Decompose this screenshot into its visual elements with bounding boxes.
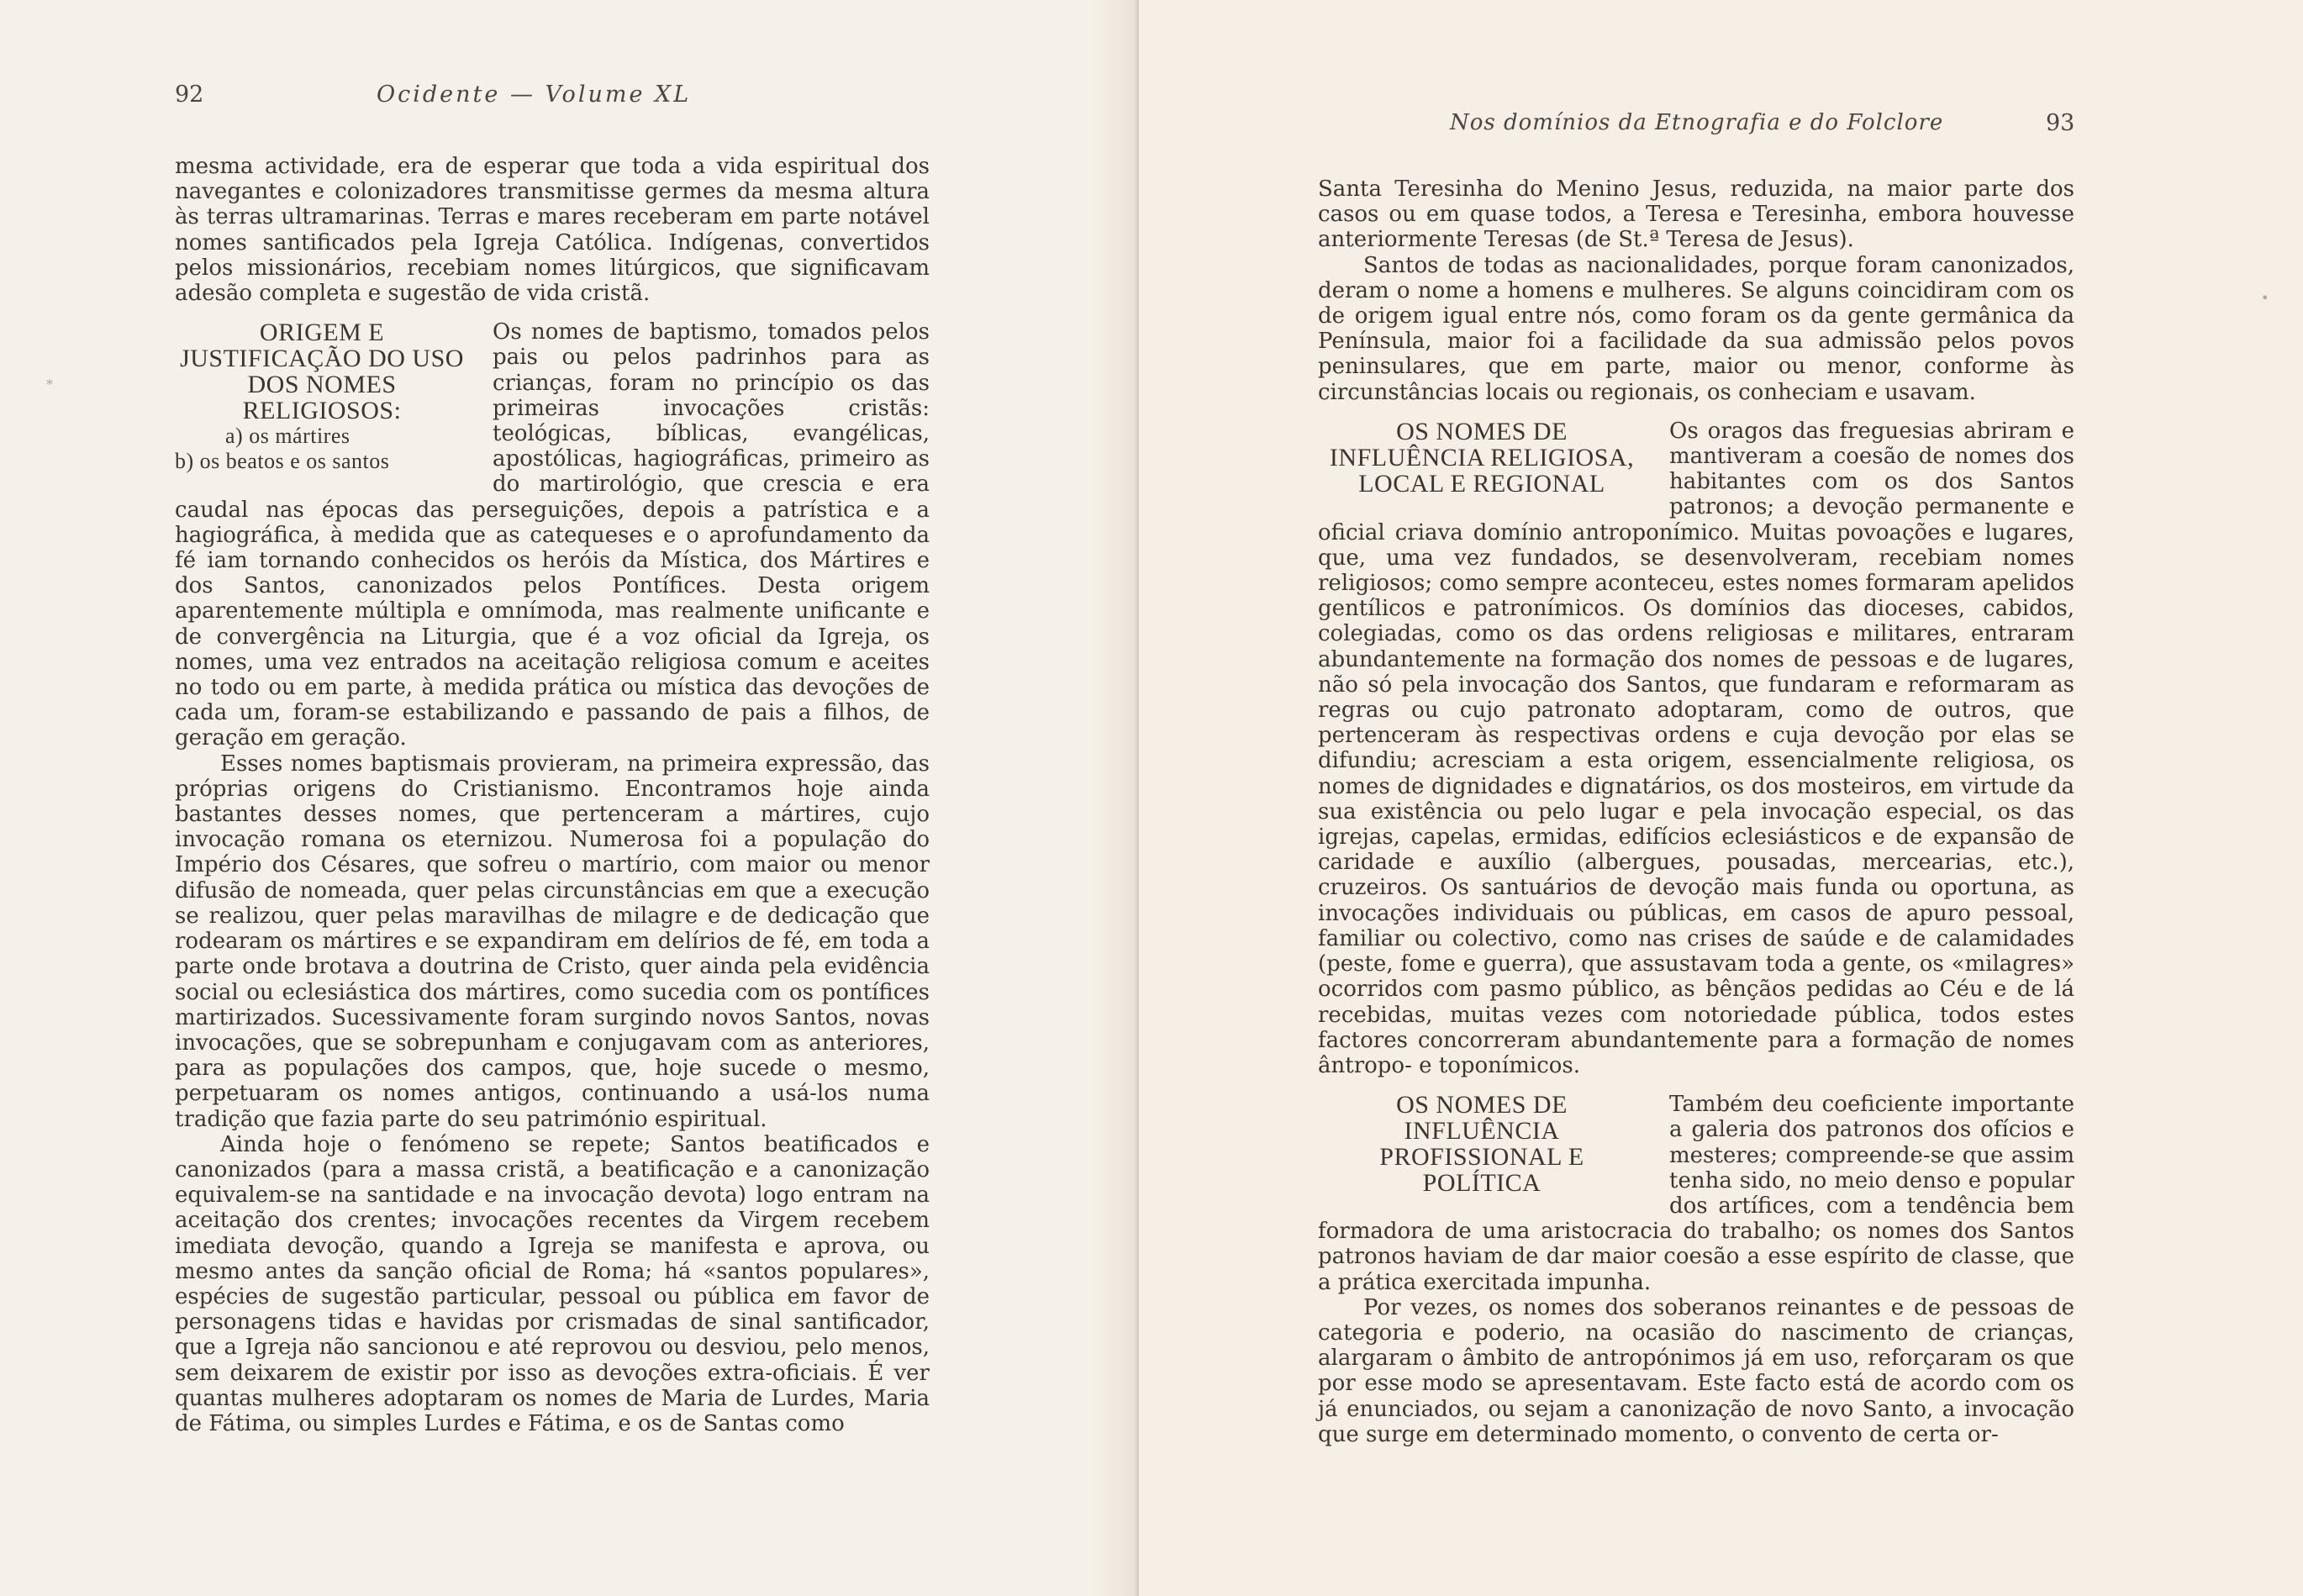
- running-head-right: Nos domínios da Etnografia e do Folclore: [1450, 110, 1944, 135]
- section-heading: OS NOMES DE INFLUÊNCIA RELIGIOSA, LOCAL E REGIONAL: [1329, 418, 1635, 498]
- paragraph: mesma actividade, era de esperar que toda a vida espiritual dos navegantes e colonizadores transmitisse germes da mesma altura às terras ultramarinas. Terras e mares receberam em parte notável nomes santificados pela Igreja Católica. Indígenas, convertidos pelos missionários, recebiam nomes litúrgicos, que significavam adesão completa e sugestão de vida cristã.: [175, 154, 930, 307]
- section-subitems: [175, 424, 469, 474]
- page-number-left: 92: [175, 82, 204, 108]
- page-number-right: 93: [2046, 110, 2075, 136]
- section-heading: OS NOMES DE INFLUÊNCIA PROFISSIONAL E POLÍTICA: [1379, 1092, 1584, 1198]
- paragraph: Santa Teresinha do Menino Jesus, reduzida, na maior parte dos casos ou em quase todos, a Teresa e Teresinha, embora houvesse anteriormente Teresas (de St.ª Teresa de Jesus).: [1318, 176, 2074, 253]
- section-influencia-religiosa: [1318, 419, 2074, 1078]
- left-page: [0, 0, 1139, 1596]
- section-heading-block: [175, 319, 469, 474]
- paragraph: Por vezes, os nomes dos soberanos reinantes e de pessoas de categoria e poderio, na ocasião do nascimento de crianças, alargaram o âmbito de antropónimos já em uso, reforçaram os que por esse modo se apresentavam. Este facto está de acordo com os já enunciados, ou sejam a canonização de novo Santo, a invocação que surge em determinado momento, o convento de certa or-: [1318, 1294, 2074, 1447]
- running-head-left: Ocidente — Volume XL: [377, 82, 692, 108]
- section-origem: [175, 319, 930, 751]
- section-text: Também deu coeficiente importante a galeria dos patronos dos ofícios e mesteres; compreende-se que assim tenha sido, no meio denso e popular dos artífices, com a tendência bem formadora de uma aristocracia do trabalho; os nomes dos Santos patronos haviam de dar maior coesão a esse espírito de classe, que a prática exercitada impunha.: [1318, 1092, 2074, 1295]
- right-page: [1139, 0, 2303, 1596]
- left-text-block: [175, 154, 930, 1436]
- section-heading: ORIGEM E JUSTIFICAÇÃO DO USO DOS NOMES RELIGIOSOS:: [180, 319, 464, 425]
- print-mark: *: [46, 377, 53, 392]
- section-text: Os oragos das freguesias abriram e mantiveram a coesão de nomes dos habitantes com os dos Santos patronos; a devoção permanente e oficial criava domínio antroponímico. Muitas povoações e lugares, que, uma vez fundados, se desenvolveram, recebiam nomes religiosos; como sempre aconteceu, estes nomes formaram apelidos gentílicos e patronímicos. Os domínios das dioceses, cabidos, colegiadas, como os das ordens religiosas e militares, entraram abundantemente na formação dos nomes de pessoas e de lugares, não só pela invocação dos Santos, que fundaram e reformaram as regras ou cujo patronato adoptaram, como de outros, que pertenceram às respectivas ordens e cuja devoção por elas se difundiu; acresciam a esta origem, essencialmente religiosa, os nomes de dignidades e dignatários, os dos mosteiros, em virtude da sua existência ou pelo lugar e pela invocação especial, os das igrejas, capelas, ermidas, edifícios eclesiásticos e de expansão de caridade e auxílio (albergues, pousadas, mercearias, etc.), cruzeiros. Os santuários de devoção mais funda ou oportuna, as invocações individuais ou públicas, em casos de apuro pessoal, familiar ou colectivo, como nas crises de saúde e de calamidades (peste, fome e guerra), que assustavam toda a gente, os «milagres» ocorridos com pasmo público, as bênçãos pedidas ao Céu e de lá recebidas, muitas vezes com notoriedade pública, todos estes factores concorreram abundantemente para a formação de nomes ântropo- e toponímicos.: [1318, 418, 2074, 1078]
- print-mark: •: [2261, 290, 2269, 306]
- section-text: Os nomes de baptismo, tomados pelos pais ou pelos padrinhos para as crianças, foram no princípio os das primeiras invocações cristãs: teológicas, bíblicas, evangélicas, apostólicas, hagiográficas, primeiro as do martirológio, que crescia e era caudal nas épocas das perseguições, depois a patrística e a hagiográfica, à medida que as catequeses e o aprofundamento da fé iam tornando conhecidos os heróis da Mística, dos Mártires e dos Santos, canonizados pelos Pontífices. Desta origem aparentemente múltipla e omnímoda, mas realmente unificante e de convergência na Liturgia, que é a voz oficial da Igreja, os nomes, uma vez entrados na aceitação religiosa comum e aceites no todo ou em parte, à medida prática ou mística das devoções de cada um, foram-se estabilizando e passando de pais a filhos, de geração em geração.: [175, 319, 930, 751]
- section-influencia-profissional: [1318, 1092, 2074, 1295]
- right-text-block: [1318, 176, 2074, 1447]
- subitem-a: a) os mártires: [225, 424, 350, 449]
- subitem-b: b) os beatos e os santos: [175, 449, 390, 474]
- paragraph: Santos de todas as nacionalidades, porque foram canonizados, deram o nome a homens e mulheres. Se alguns coincidiram com os de origem igual entre nós, como foram os da gente germânica da Península, maior foi a facilidade da sua admissão pelos povos peninsulares, que em parte, maior ou menor, conforme às circunstâncias locais ou regionais, os conheciam e usavam.: [1318, 252, 2074, 405]
- paragraph: Ainda hoje o fenómeno se repete; Santos beatificados e canonizados (para a massa cristã, a beatificação e a canonização equivalem-se na santidade e na invocação devota) logo entram na aceitação dos crentes; invocações recentes da Virgem recebem imediata devoção, quando a Igreja se manifesta e aprova, ou mesmo antes da sanção oficial de Roma; há «santos populares», espécies de sugestão particular, pessoal ou pública em favor de personagens tidas e havidas por crismadas de sinal santificador, que a Igreja não sancionou e até reprovou ou desviou, pelo menos, sem deixarem de existir por isso as devoções extra-oficiais. É ver quantas mulheres adoptaram os nomes de Maria de Lurdes, Maria de Fátima, ou simples Lurdes e Fátima, e os de Santas como: [175, 1131, 930, 1436]
- paragraph: Esses nomes baptismais provieram, na primeira expressão, das próprias origens do Cristianismo. Encontramos hoje ainda bastantes desses nomes, que pertenceram a mártires, cujo invocação romana os eternizou. Numerosa foi a população do Império dos Césares, que sofreu o martírio, com maior ou menor difusão de nomeada, quer pelas circunstâncias em que a execução se realizou, quer pelas maravilhas de milagre e de dedicação que rodearam os mártires e se expandiram em delírios de fé, em toda a parte onde brotava a doutrina de Cristo, quer ainda pela evidência social ou eclesiástica dos mártires, como sucedia com os pontífices martirizados. Sucessivamente foram surgindo novos Santos, novas invocações, que se sobrepunham e conjugavam com as anteriores, para as populações dos campos, que, hoje sucede o mesmo, perpetuaram os nomes antigos, continuando a usá-los numa tradição que fazia parte do seu património espiritual.: [175, 751, 930, 1132]
